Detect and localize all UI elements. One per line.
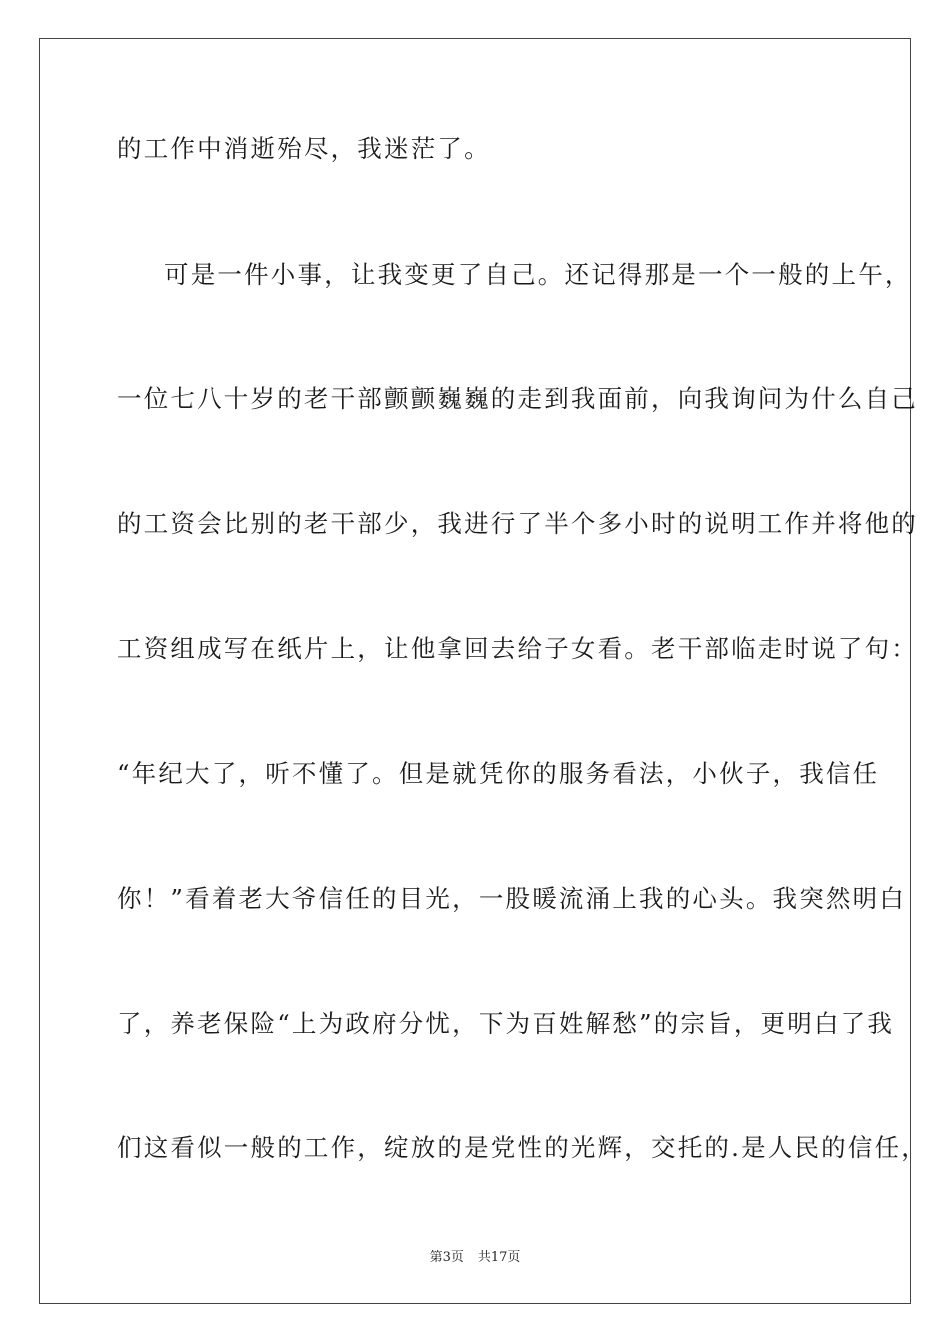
text-line-2: 可是一件小事，让我变更了自己。还记得那是一个一般的上午， [164,260,912,289]
text-line-8: 了，养老保险“上为政府分忧，下为百姓解愁”的宗旨，更明白了我 [117,1009,895,1038]
page-total: 共17页 [477,1250,521,1265]
page-number: 第3页 [429,1250,464,1265]
page-border [39,38,928,1304]
text-line-9: 们这看似一般的工作，绽放的是党性的光辉，交托的.是人民的信任， [117,1133,928,1162]
page-footer [0,1250,950,1266]
text-line-7: 你！”看着老大爷信任的目光，一股暖流涌上我的心头。我突然明白 [117,884,907,913]
text-line-3: 一位七八十岁的老干部颤颤巍巍的走到我面前，向我询问为什么自己 [117,384,918,413]
text-line-4: 的工资会比别的老干部少，我进行了半个多小时的说明工作并将他的 [117,509,918,538]
text-line-5: 工资组成写在纸片上，让他拿回去给子女看。老干部临走时说了句： [117,634,918,663]
text-line-1: 的工作中消逝殆尽，我迷茫了。 [117,134,491,163]
text-line-6: “年纪大了，听不懂了。但是就凭你的服务看法，小伙子，我信任 [117,759,880,788]
